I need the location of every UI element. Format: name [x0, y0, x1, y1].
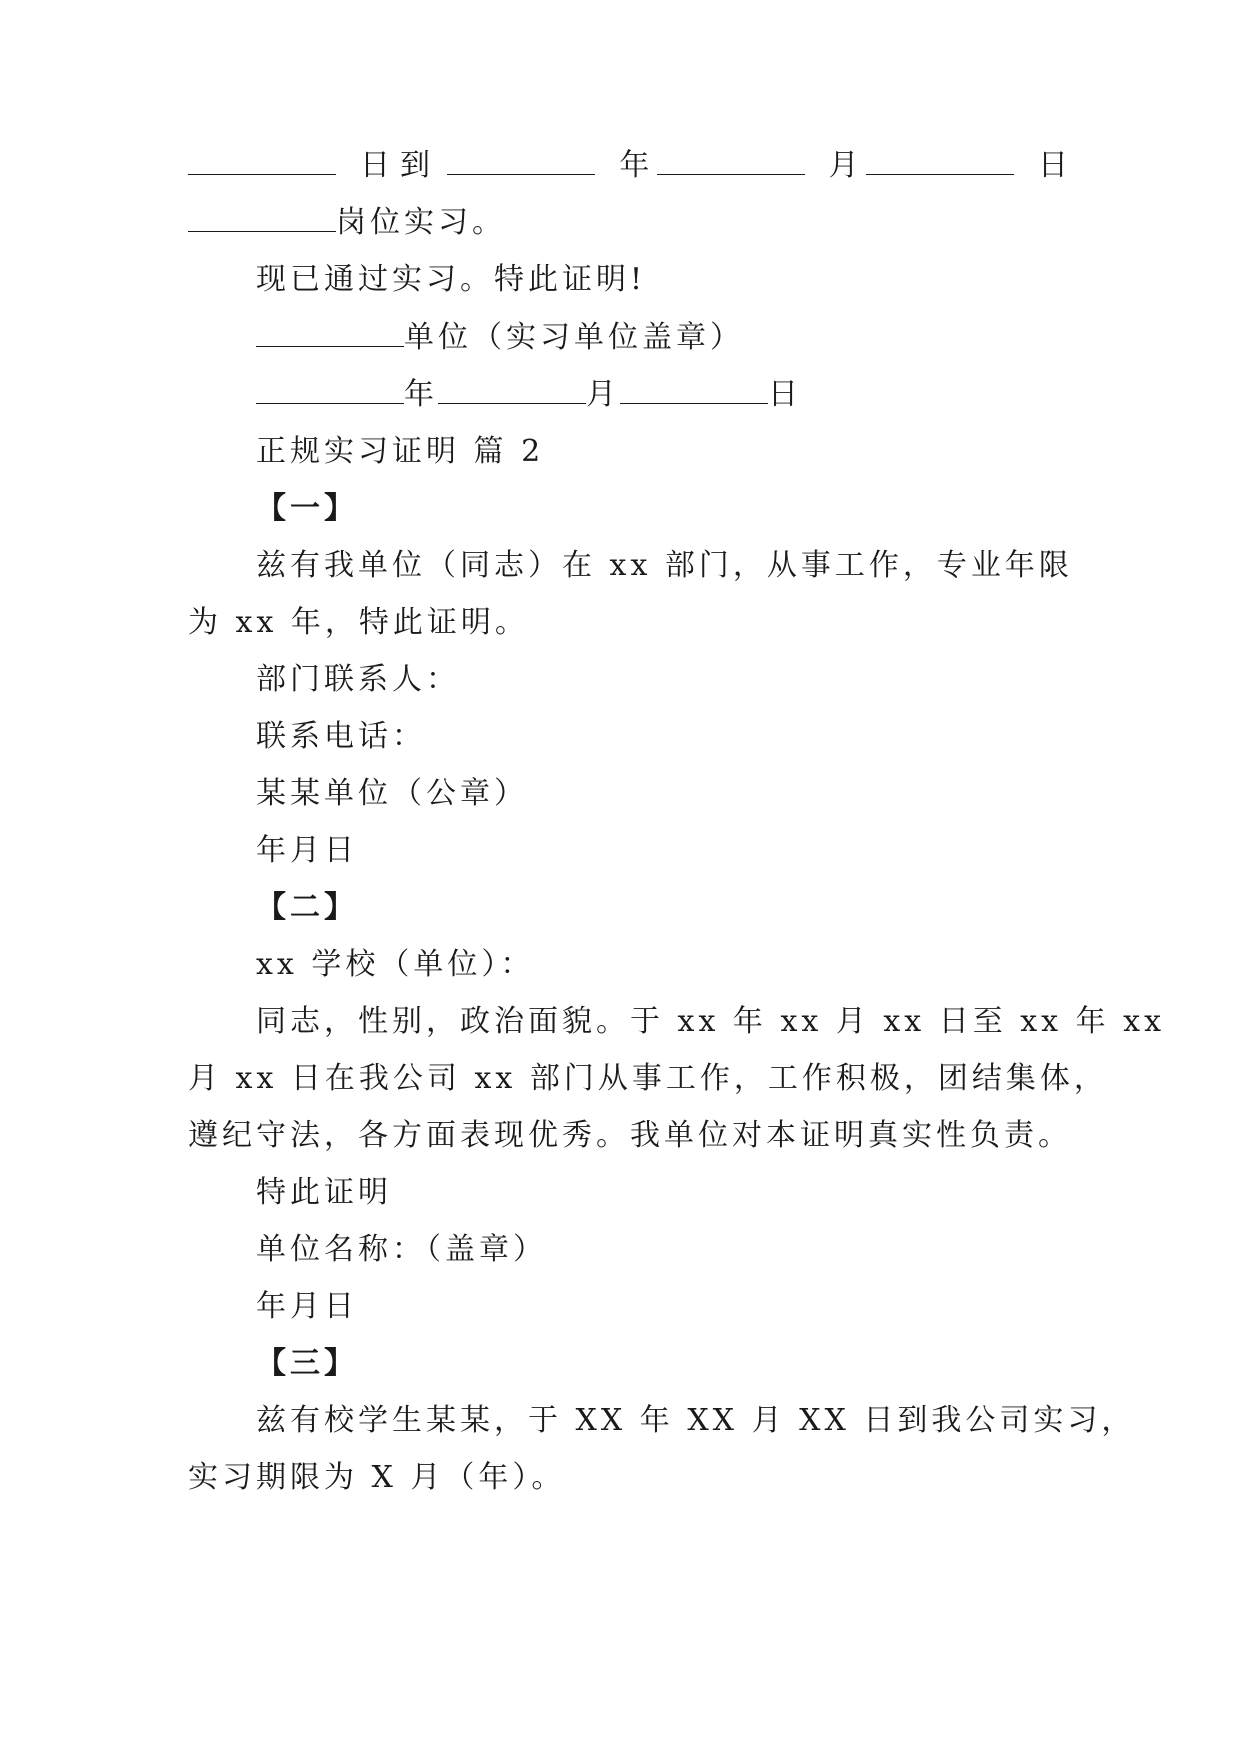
day-text: 日 — [1037, 148, 1068, 183]
blank-line[interactable] — [188, 144, 336, 175]
blank-line[interactable] — [866, 144, 1014, 175]
day-text: 日 — [768, 377, 802, 412]
date-range-row — [188, 136, 1068, 196]
blank-line[interactable] — [256, 316, 404, 347]
date-range-text: 日到 — [360, 148, 440, 183]
contact-phone-label: 联系电话： — [256, 719, 426, 754]
date-label: 年月日 — [256, 1289, 358, 1324]
date-range-start-segment — [188, 136, 440, 196]
blank-line[interactable] — [256, 373, 404, 404]
closing-statement: 特此证明 — [256, 1175, 392, 1210]
signature-date-row — [256, 365, 1136, 425]
date-range-year-segment — [447, 136, 649, 196]
part-two-paragraph-line: 月 xx 日在我公司 xx 部门从事工作，工作积极，团结集体， — [188, 1061, 1108, 1096]
blank-line[interactable] — [438, 373, 586, 404]
part-one-paragraph-line: 兹有我单位（同志）在 xx 部门，从事工作，专业年限 — [256, 548, 1073, 583]
unit-seal-text: 单位（实习单位盖章） — [404, 320, 744, 355]
month-text: 月 — [828, 148, 859, 183]
blank-line[interactable] — [447, 144, 595, 175]
unit-seal-label: 某某单位（公章） — [256, 776, 528, 811]
unit-name-label: 单位名称：（盖章） — [256, 1232, 547, 1267]
year-text: 年 — [619, 148, 650, 183]
position-row — [188, 193, 1068, 253]
part-two-heading: 【二】 — [256, 890, 358, 925]
date-label: 年月日 — [256, 833, 358, 868]
blank-line[interactable] — [657, 144, 805, 175]
part-three-paragraph-line: 实习期限为 X 月（年）。 — [188, 1460, 566, 1495]
section-title: 正规实习证明 篇 2 — [256, 434, 545, 469]
year-text: 年 — [404, 377, 438, 412]
date-range-month-segment — [657, 136, 859, 196]
part-two-paragraph-line: 同志，性别，政治面貌。于 xx 年 xx 月 xx 日至 xx 年 xx — [256, 1004, 1166, 1039]
blank-line[interactable] — [620, 373, 768, 404]
blank-line[interactable] — [188, 201, 336, 232]
part-one-heading: 【一】 — [256, 491, 358, 526]
date-range-day-segment — [866, 136, 1068, 196]
position-text: 岗位实习。 — [336, 205, 506, 240]
part-three-paragraph-line: 兹有校学生某某，于 XX 年 XX 月 XX 日到我公司实习， — [256, 1403, 1136, 1438]
contact-person-label: 部门联系人： — [256, 662, 460, 697]
unit-seal-row — [256, 308, 1136, 368]
month-text: 月 — [586, 377, 620, 412]
passed-statement: 现已通过实习。特此证明! — [256, 262, 647, 297]
part-one-paragraph-line: 为 xx 年，特此证明。 — [188, 605, 529, 640]
part-two-paragraph-line: 遵纪守法，各方面表现优秀。我单位对本证明真实性负责。 — [188, 1118, 1072, 1153]
addressee: xx 学校（单位）： — [256, 947, 535, 982]
part-three-heading: 【三】 — [256, 1346, 358, 1381]
